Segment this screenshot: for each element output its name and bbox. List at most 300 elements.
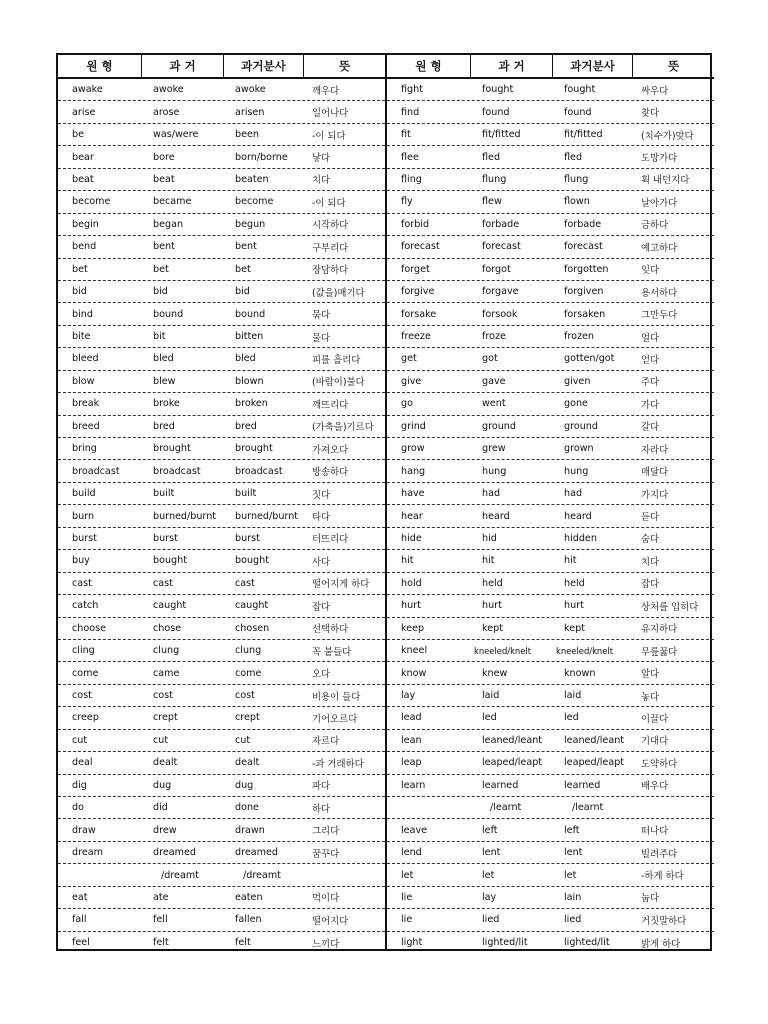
table-row <box>387 348 714 370</box>
header-meaning: 뜻 <box>303 55 385 77</box>
past-participle-cell: lied <box>564 914 582 926</box>
table-row <box>58 101 385 123</box>
past-participle-cell: /dreamt <box>243 869 281 881</box>
past-cell: drew <box>153 824 177 836</box>
table-row <box>387 573 714 595</box>
meaning-cell: 파다 <box>312 781 331 793</box>
meaning-cell: 그만두다 <box>641 310 678 322</box>
meaning-cell: 타다 <box>312 512 331 524</box>
past-participle-cell: been <box>235 129 259 141</box>
meaning-cell: (치수가)맞다 <box>641 130 694 142</box>
table-row <box>387 146 714 168</box>
meaning-cell: -하게 하다 <box>641 871 684 883</box>
meaning-cell: 구부리다 <box>312 242 349 254</box>
past-cell: left <box>482 824 498 836</box>
table-row <box>387 259 714 281</box>
table-row <box>387 550 714 572</box>
base-form-cell: bear <box>72 151 94 163</box>
meaning-cell: 터뜨리다 <box>312 534 349 546</box>
past-cell: came <box>153 667 180 679</box>
base-form-cell: bend <box>72 241 97 253</box>
past-participle-cell: hit <box>564 555 577 567</box>
table-row <box>58 169 385 191</box>
past-participle-cell: burned/burnt <box>235 510 299 522</box>
base-form-cell: draw <box>72 824 96 836</box>
past-cell: fell <box>153 914 168 926</box>
base-form-cell: buy <box>72 555 90 567</box>
past-cell: bet <box>153 263 169 275</box>
past-cell: bled <box>153 353 174 365</box>
past-cell: bit <box>153 331 166 343</box>
past-cell: gave <box>482 375 506 387</box>
past-cell: lighted/lit <box>482 937 528 949</box>
base-form-cell: lead <box>401 712 422 724</box>
meaning-cell: 이끌다 <box>641 713 669 725</box>
past-participle-cell: given <box>564 375 591 387</box>
table-row <box>58 416 385 438</box>
base-form-cell <box>58 864 141 885</box>
table-row <box>387 236 714 258</box>
table-row <box>387 887 714 909</box>
table-row <box>387 707 714 729</box>
past-participle-cell: flown <box>564 196 590 208</box>
table-row <box>58 573 385 595</box>
table-row <box>58 460 385 482</box>
base-form-cell: burn <box>72 510 95 522</box>
base-form-cell: kneel <box>401 645 428 657</box>
table-row <box>58 887 385 909</box>
base-form-cell: blow <box>72 375 95 387</box>
past-cell: kneeled/knelt <box>474 645 532 656</box>
base-form-cell: forbid <box>401 218 430 230</box>
base-form-cell: fight <box>401 84 423 96</box>
past-participle-cell: broken <box>235 398 268 410</box>
base-form-cell: leap <box>401 757 422 769</box>
past-cell: clung <box>153 645 180 657</box>
table-row <box>58 191 385 213</box>
meaning-cell: 유지하다 <box>641 624 678 636</box>
past-cell: burst <box>153 532 178 544</box>
base-form-cell: choose <box>72 622 106 634</box>
table-row <box>58 640 385 662</box>
meaning-cell: 용서하다 <box>641 287 678 299</box>
past-cell: dealt <box>153 757 178 769</box>
base-form-cell: let <box>401 869 414 881</box>
past-participle-cell: had <box>564 488 583 500</box>
past-participle-cell: dealt <box>235 757 260 769</box>
past-cell: lied <box>482 914 500 926</box>
past-participle-cell: beaten <box>235 173 269 185</box>
past-cell: grew <box>482 443 506 455</box>
header-base-form: 원 형 <box>415 59 442 73</box>
past-cell: bound <box>153 308 184 320</box>
past-participle-cell: clung <box>235 645 262 657</box>
past-cell: bred <box>153 420 175 432</box>
meaning-cell: 배우다 <box>641 781 669 793</box>
meaning-cell: 숨다 <box>641 534 660 546</box>
meaning-cell: 비용이 들다 <box>312 691 361 703</box>
past-participle-cell: frozen <box>564 331 594 343</box>
past-participle-cell: born/borne <box>235 151 288 163</box>
meaning-cell: 치다 <box>312 175 331 187</box>
base-form-cell: feel <box>72 937 90 949</box>
base-form-cell: begin <box>72 218 99 230</box>
base-form-cell: creep <box>72 712 99 724</box>
past-cell: cut <box>153 734 169 746</box>
meaning-cell: (가축을)기르다 <box>312 422 374 434</box>
past-cell: knew <box>482 667 508 679</box>
past-cell: dug <box>153 779 172 791</box>
past-cell: felt <box>153 937 169 949</box>
table-row <box>387 775 714 797</box>
past-cell: began <box>153 218 184 230</box>
meaning-cell: 오다 <box>312 669 331 681</box>
past-cell: broadcast <box>153 465 201 477</box>
past-cell: became <box>153 196 192 208</box>
past-participle-cell: awoke <box>235 84 266 96</box>
base-form-cell: be <box>72 129 84 141</box>
meaning-cell: 낳다 <box>312 153 331 165</box>
table-row <box>58 393 385 415</box>
past-participle-cell: eaten <box>235 891 263 903</box>
base-form-cell: breed <box>72 420 100 432</box>
table-row <box>58 662 385 684</box>
past-participle-cell: bound <box>235 308 266 320</box>
past-cell: was/were <box>153 129 199 141</box>
meaning-cell: 싸우다 <box>641 85 669 97</box>
base-form-cell: awake <box>72 84 103 96</box>
past-cell: forgave <box>482 286 519 298</box>
base-form-cell: bleed <box>72 353 99 365</box>
meaning-cell: 밝게 하다 <box>641 938 681 950</box>
meaning-cell: (바람이)불다 <box>312 377 365 389</box>
past-cell: held <box>482 577 503 589</box>
table-row <box>387 326 714 348</box>
past-cell: dreamed <box>153 847 196 859</box>
table-row <box>387 528 714 550</box>
past-cell: forgot <box>482 263 511 275</box>
past-participle-cell: ground <box>564 420 598 432</box>
base-form-cell: bring <box>72 443 97 455</box>
base-form-cell: beat <box>72 173 94 185</box>
past-participle-cell: come <box>235 667 262 679</box>
past-cell: hit <box>482 555 495 567</box>
past-cell: bent <box>153 241 175 253</box>
base-form-cell: broadcast <box>72 465 120 477</box>
table-row <box>387 101 714 123</box>
base-form-cell: become <box>72 196 111 208</box>
table-row <box>58 819 385 841</box>
past-participle-cell: bent <box>235 241 257 253</box>
past-participle-cell: dreamed <box>235 847 278 859</box>
meaning-cell: 예고하다 <box>641 242 678 254</box>
meaning-cell: 하다 <box>312 803 331 815</box>
past-participle-cell: lighted/lit <box>564 937 610 949</box>
meaning-cell: 무릎꿇다 <box>641 646 678 658</box>
table-row <box>58 259 385 281</box>
meaning-cell: 꼭 붙들다 <box>312 646 352 658</box>
meaning-cell: -과 거래하다 <box>312 758 364 770</box>
past-participle-cell: bid <box>235 286 250 298</box>
past-cell: leaned/leant <box>482 734 543 746</box>
header-row <box>387 55 714 79</box>
base-form-cell: have <box>401 488 425 500</box>
table-row <box>387 191 714 213</box>
past-participle-cell: forsaken <box>564 308 606 320</box>
table-row <box>387 864 714 886</box>
meaning-cell: 얻다 <box>641 354 660 366</box>
past-participle-cell: bred <box>235 420 257 432</box>
base-form-cell: cling <box>72 645 95 657</box>
table-row <box>387 169 714 191</box>
past-participle-cell: begun <box>235 218 266 230</box>
base-form-cell: forget <box>401 263 430 275</box>
table-row <box>387 416 714 438</box>
table-row <box>387 932 714 954</box>
meaning-cell: 금하다 <box>641 220 669 232</box>
table-row <box>58 236 385 258</box>
base-form-cell: fly <box>401 196 413 208</box>
past-cell: fought <box>482 84 514 96</box>
base-form-cell: fit <box>401 129 411 141</box>
past-participle-cell: cast <box>235 577 255 589</box>
past-participle-cell: drawn <box>235 824 265 836</box>
base-form-cell: hurt <box>401 600 421 612</box>
meaning-cell: 장담하다 <box>312 265 349 277</box>
past-cell: chose <box>153 622 182 634</box>
verb-table <box>56 53 712 951</box>
right-half <box>385 55 714 949</box>
table-row <box>58 79 385 101</box>
meaning-cell: 빌려주다 <box>641 848 678 860</box>
table-row <box>58 864 385 886</box>
table-row <box>58 618 385 640</box>
table-row <box>387 371 714 393</box>
past-participle-cell: dug <box>235 779 254 791</box>
table-row <box>58 932 385 954</box>
past-cell: led <box>482 712 497 724</box>
past-cell: flung <box>482 173 507 185</box>
base-form-cell: burst <box>72 532 97 544</box>
base-form-cell: flee <box>401 151 419 163</box>
past-participle-cell: broadcast <box>235 465 283 477</box>
left-rows <box>58 79 385 954</box>
past-participle-cell: heard <box>564 510 592 522</box>
past-cell: blew <box>153 375 176 387</box>
table-row <box>387 505 714 527</box>
past-participle-cell: kept <box>564 622 585 634</box>
base-form-cell: come <box>72 667 99 679</box>
past-cell: lay <box>482 891 497 903</box>
past-cell: broke <box>153 398 180 410</box>
table-row <box>58 797 385 819</box>
past-participle-cell: crept <box>235 712 260 724</box>
table-row <box>58 595 385 617</box>
past-cell: got <box>482 353 498 365</box>
meaning-cell: 잊다 <box>641 265 660 277</box>
table-row <box>387 303 714 325</box>
meaning-cell: 자라다 <box>641 444 669 456</box>
base-form-cell: keep <box>401 622 425 634</box>
past-participle-cell: /learnt <box>572 802 604 814</box>
table-row <box>387 819 714 841</box>
base-form-cell: dream <box>72 847 103 859</box>
past-participle-cell: known <box>564 667 596 679</box>
header-meaning: 뜻 <box>632 55 714 77</box>
past-cell: ate <box>153 891 169 903</box>
past-participle-cell: become <box>235 196 274 208</box>
table-row <box>387 124 714 146</box>
base-form-cell: lie <box>401 891 413 903</box>
base-form-cell: freeze <box>401 331 431 343</box>
past-cell: bid <box>153 286 168 298</box>
past-cell: lent <box>482 847 501 859</box>
base-form-cell: catch <box>72 600 99 612</box>
meaning-cell: 거짓말하다 <box>641 915 687 927</box>
past-participle-cell: forgiven <box>564 286 604 298</box>
past-participle-cell: caught <box>235 600 269 612</box>
meaning-cell: 잡다 <box>641 579 660 591</box>
past-participle-cell: learned <box>564 779 601 791</box>
past-participle-cell: lain <box>564 891 582 903</box>
table-row <box>387 595 714 617</box>
base-form-cell: hang <box>401 465 426 477</box>
base-form-cell: fling <box>401 173 422 185</box>
table-row <box>387 730 714 752</box>
base-form-cell: bet <box>72 263 88 275</box>
base-form-cell: forecast <box>401 241 440 253</box>
base-form-cell: fall <box>72 914 87 926</box>
base-form-cell: do <box>72 802 84 814</box>
table-row <box>58 685 385 707</box>
past-cell: found <box>482 106 510 118</box>
past-cell: crept <box>153 712 178 724</box>
meaning-cell: 물다 <box>312 332 331 344</box>
right-rows <box>387 79 714 954</box>
past-cell: learned <box>482 779 519 791</box>
past-participle-cell: gone <box>564 398 588 410</box>
meaning-cell: 묶다 <box>312 310 331 322</box>
meaning-cell <box>303 864 385 885</box>
meaning-cell: 얼다 <box>641 332 660 344</box>
table-row <box>58 505 385 527</box>
base-form-cell: dig <box>72 779 87 791</box>
header-past-participle: 과거분사 <box>223 55 303 77</box>
past-cell: let <box>482 869 495 881</box>
table-row <box>387 662 714 684</box>
past-participle-cell: felt <box>235 937 251 949</box>
meaning-cell: 가지다 <box>641 489 669 501</box>
past-participle-cell: flung <box>564 173 589 185</box>
table-row <box>387 281 714 303</box>
past-cell: laid <box>482 690 500 702</box>
table-row <box>387 438 714 460</box>
past-participle-cell: kneeled/knelt <box>556 645 614 656</box>
past-cell: brought <box>153 443 191 455</box>
meaning-cell: -이 되다 <box>312 130 346 142</box>
table-row <box>58 730 385 752</box>
past-cell: ground <box>482 420 516 432</box>
table-row <box>58 214 385 236</box>
meaning-cell: 떠나다 <box>641 826 669 838</box>
base-form-cell: lay <box>401 690 416 702</box>
base-form-cell: hear <box>401 510 423 522</box>
past-cell: caught <box>153 600 187 612</box>
meaning-cell: 자르다 <box>312 736 340 748</box>
base-form-cell: eat <box>72 891 88 903</box>
past-participle-cell: blown <box>235 375 264 387</box>
past-participle-cell: cut <box>235 734 251 746</box>
past-cell: built <box>153 488 175 500</box>
meaning-cell: -이 되다 <box>312 197 346 209</box>
past-cell: hurt <box>482 600 502 612</box>
meaning-cell: 떨어지게 하다 <box>312 579 370 591</box>
meaning-cell: 도약하다 <box>641 758 678 770</box>
table-row <box>387 685 714 707</box>
meaning-cell: 가다 <box>641 399 660 411</box>
past-participle-cell: built <box>235 488 257 500</box>
table-row <box>387 909 714 931</box>
past-cell: kept <box>482 622 503 634</box>
base-form-cell: bid <box>72 286 87 298</box>
meaning-cell: 놓다 <box>641 691 660 703</box>
meaning-cell: 매달다 <box>641 467 669 479</box>
table-row <box>58 303 385 325</box>
past-participle-cell: bought <box>235 555 269 567</box>
table-row <box>387 797 714 819</box>
table-row <box>387 640 714 662</box>
past-cell: heard <box>482 510 510 522</box>
past-cell: went <box>482 398 506 410</box>
base-form-cell: learn <box>401 779 426 791</box>
meaning-cell: 기어오르다 <box>312 713 358 725</box>
meaning-cell: 치다 <box>641 556 660 568</box>
table-row <box>387 79 714 101</box>
table-row <box>387 483 714 505</box>
past-participle-cell: forgotten <box>564 263 609 275</box>
past-participle-cell: hidden <box>564 532 597 544</box>
past-participle-cell: left <box>564 824 580 836</box>
header-past-participle: 과거분사 <box>552 55 632 77</box>
table-row <box>387 842 714 864</box>
past-cell: had <box>482 488 501 500</box>
past-participle-cell: forecast <box>564 241 603 253</box>
past-participle-cell: held <box>564 577 585 589</box>
table-row <box>58 842 385 864</box>
meaning-cell: 기대다 <box>641 736 669 748</box>
past-participle-cell: fled <box>564 151 583 163</box>
past-cell: cost <box>153 690 173 702</box>
past-participle-cell: grown <box>564 443 594 455</box>
table-row <box>58 483 385 505</box>
meaning-cell: 방송하다 <box>312 467 349 479</box>
past-participle-cell: hurt <box>564 600 584 612</box>
base-form-cell: grind <box>401 420 426 432</box>
past-cell: fit/fitted <box>482 129 521 141</box>
base-form-cell: lean <box>401 734 422 746</box>
base-form-cell: hide <box>401 532 422 544</box>
header-past: 과 거 <box>141 55 223 77</box>
meaning-cell: 잡다 <box>312 601 331 613</box>
meaning-cell: 느끼다 <box>312 938 340 950</box>
past-participle-cell: chosen <box>235 622 270 634</box>
header-row <box>58 55 385 79</box>
past-cell: arose <box>153 106 180 118</box>
meaning-cell: 도망가다 <box>641 153 678 165</box>
past-cell: /dreamt <box>161 869 199 881</box>
header-past: 과 거 <box>470 55 552 77</box>
past-cell: forsook <box>482 308 518 320</box>
